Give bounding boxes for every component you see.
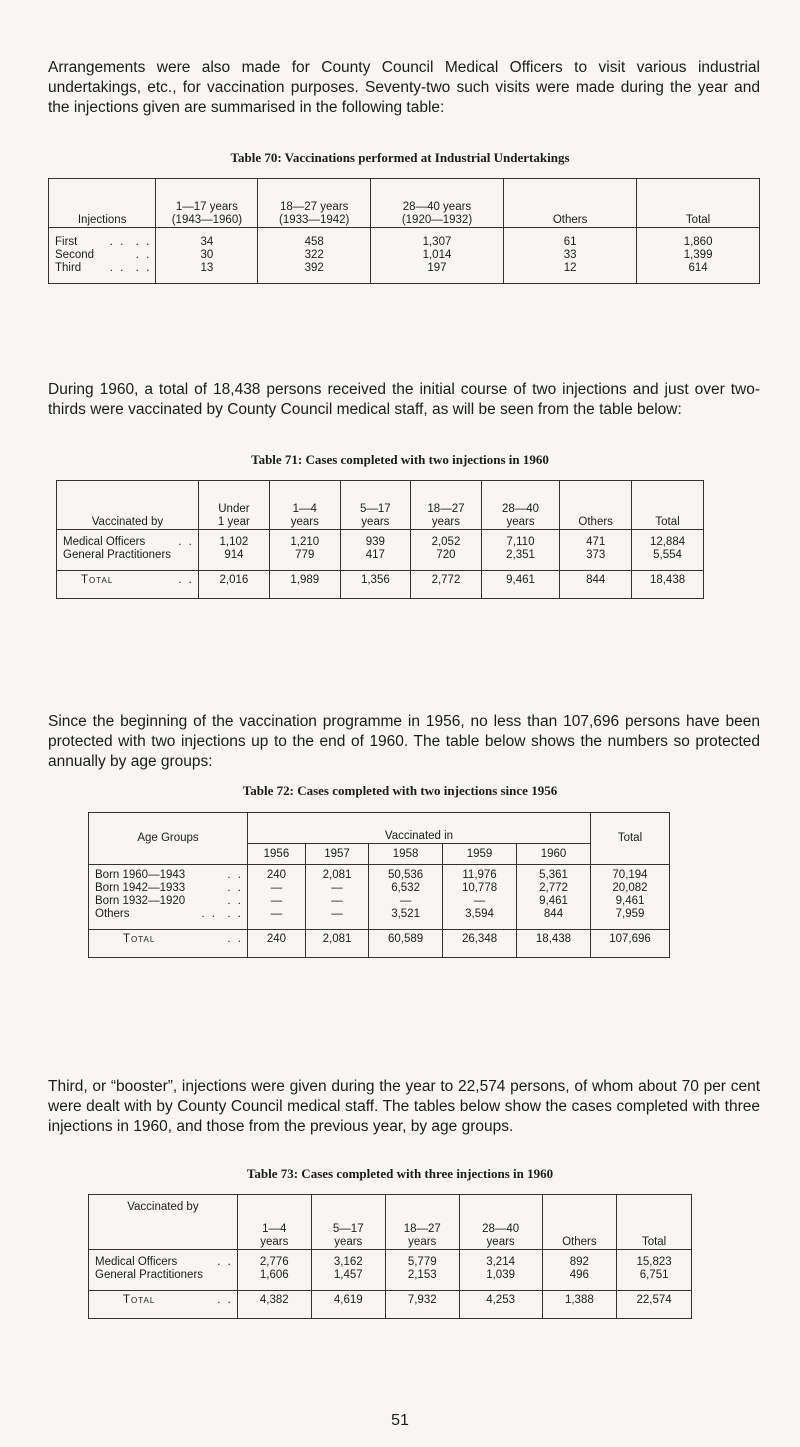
header-1956: 1956 <box>248 844 306 865</box>
header-18-27: 18—27 years (1933—1942) <box>258 179 370 228</box>
header-total: Total <box>632 481 704 530</box>
total-row: Total . . 240 2,081 60,589 26,348 18,438 107,696 <box>89 930 670 958</box>
total-row: Total . . 2,016 1,989 1,356 2,772 9,461 844 18,438 <box>57 571 704 599</box>
table-row: Medical Officers . . 2,776 3,162 5,779 3,214 892 15,823 <box>89 1250 692 1270</box>
header-age-groups: Age Groups <box>89 813 248 865</box>
table-row: Medical Officers . . 1,102 1,210 939 2,052 7,110 471 12,884 <box>57 530 704 550</box>
table-71 <box>56 480 704 599</box>
since-1956-paragraph: Since the beginning of the vaccination programme in 1956, no less than 107,696 persons have been protected with two injections up to the end of 1960. The table below shows the numbers so protected annually by age groups: <box>48 713 760 770</box>
header-1959: 1959 <box>443 844 517 865</box>
page-number: 51 <box>391 1412 409 1429</box>
table-row: Born 1932—1920 . . — — — — 9,461 9,461 <box>89 895 670 908</box>
two-injections-paragraph: During 1960, a total of 18,438 persons received the initial course of two injections and just over two-thirds were vaccinated by County Council medical staff, as will be seen from the table below: <box>48 381 760 418</box>
header-vaccinated-by: Vaccinated by <box>89 1195 238 1250</box>
header-18-27: 18—27 years <box>411 481 482 530</box>
table-row: General Practitioners 1,606 1,457 2,153 1,039 496 6,751 <box>89 1269 692 1291</box>
table-row: General Practitioners 914 779 417 720 2,351 373 5,554 <box>57 549 704 571</box>
header-1957: 1957 <box>305 844 368 865</box>
header-total: Total <box>591 813 670 865</box>
header-5-17: 5—17 years <box>311 1195 385 1250</box>
header-total: Total <box>617 1195 692 1250</box>
header-injections: Injections <box>49 179 156 228</box>
table-71-caption: Table 71: Cases completed with two injections in 1960 <box>251 452 549 467</box>
table-73 <box>88 1194 692 1319</box>
table-70 <box>48 178 760 284</box>
table-row: Born 1942—1933 . . — — 6,532 10,778 2,772 20,082 <box>89 882 670 895</box>
header-total: Total <box>637 179 760 228</box>
header-1958: 1958 <box>369 844 443 865</box>
total-row: Total . . 4,382 4,619 7,932 4,253 1,388 22,574 <box>89 1291 692 1319</box>
header-others: Others <box>504 179 637 228</box>
table-73-caption: Table 73: Cases completed with three injections in 1960 <box>246 1166 554 1181</box>
table-row: Second . . 30 322 1,014 33 1,399 <box>49 249 760 262</box>
booster-paragraph: Third, or “booster”, injections were given during the year to 22,574 persons, of whom about 70 per cent were dealt with by County Council medical staff. The tables below show the cases completed with three injections in 1960, and those from the previous year, by age groups. <box>48 1078 760 1135</box>
intro-paragraph: Arrangements were also made for County Council Medical Officers to visit various industrial undertakings, etc., for vaccination purposes. Seventy-two such visits were made during the year and the injections given are summarised in the following table: <box>48 59 760 116</box>
table-72 <box>88 812 670 958</box>
header-vaccinated-by: Vaccinated by <box>57 481 199 530</box>
header-1-4: 1—4 years <box>237 1195 311 1250</box>
table-row: Born 1960—1943 . . 240 2,081 50,536 11,976 5,361 70,194 <box>89 865 670 883</box>
header-5-17: 5—17 years <box>340 481 411 530</box>
header-others: Others <box>560 481 632 530</box>
table-72-caption: Table 72: Cases completed with two injections since 1956 <box>242 783 558 798</box>
header-vaccinated-in: Vaccinated in <box>248 813 591 844</box>
table-row: Others . . . . — — 3,521 3,594 844 7,959 <box>89 908 670 930</box>
header-1-17: 1—17 years (1943—1960) <box>156 179 258 228</box>
header-1-4: 1—4 years <box>269 481 340 530</box>
header-28-40: 28—40 years <box>481 481 560 530</box>
header-18-27: 18—27 years <box>385 1195 459 1250</box>
header-28-40: 28—40 years (1920—1932) <box>370 179 503 228</box>
header-1960: 1960 <box>517 844 591 865</box>
table-row: Third . . . . 13 392 197 12 614 <box>49 262 760 284</box>
header-28-40: 28—40 years <box>459 1195 542 1250</box>
header-under-1: Under 1 year <box>198 481 269 530</box>
table-row: First . . . . 34 458 1,307 61 1,860 <box>49 228 760 250</box>
header-others: Others <box>542 1195 617 1250</box>
table-70-caption: Table 70: Vaccinations performed at Industrial Undertakings <box>230 150 570 165</box>
